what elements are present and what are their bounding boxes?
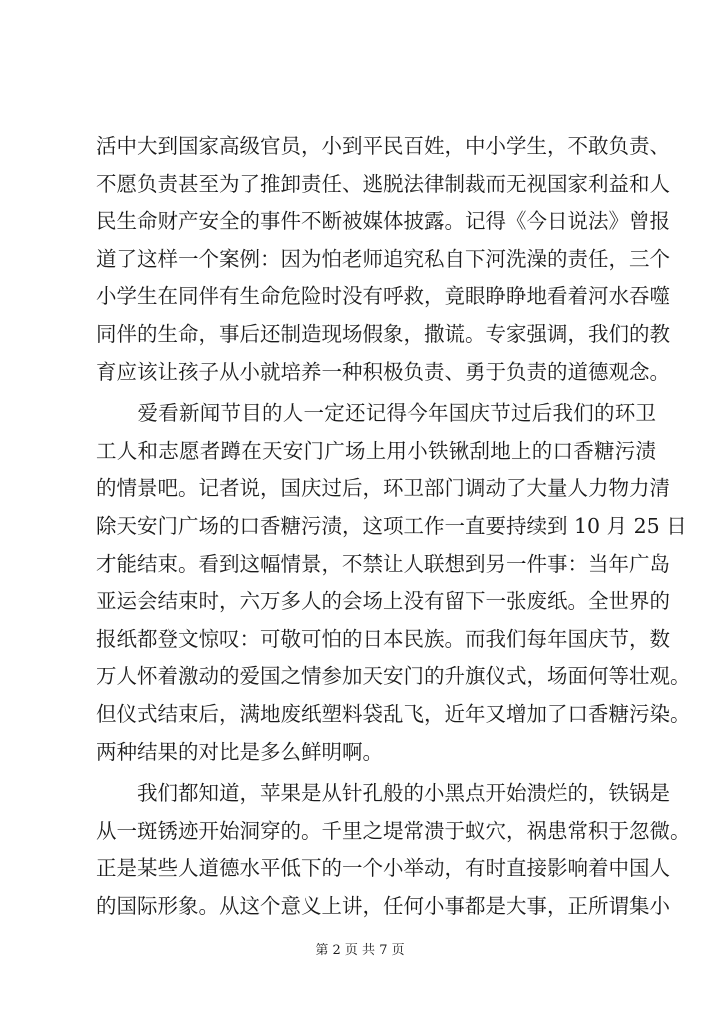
text-line: 民生命财产安全的事件不断被媒体披露。记得《今日说法》曾报 (96, 209, 670, 234)
body-text (96, 128, 691, 925)
text-line: 万人怀着激动的爱国之情参加天安门的升旗仪式，场面何等壮观。 (96, 664, 691, 689)
paragraph-2 (96, 395, 691, 771)
text-line: 才能结束。看到这幅情景，不禁让人联想到另一件事：当年广岛 (96, 551, 670, 576)
text-line: 但仪式结束后，满地废纸塑料袋乱飞，近年又增加了口香糖污染。 (96, 701, 691, 726)
text-line: 的情景吧。记者说，国庆过后，环卫部门调动了大量人力物力清 (96, 476, 670, 501)
page-number-label: 第 2 页 共 7 页 (315, 943, 405, 958)
text-line: 我们都知道，苹果是从针孔般的小黑点开始溃烂的，铁锅是 (96, 781, 670, 806)
text-line: 除天安门广场的口香糖污渍，这项工作一直要持续到 10 月 25 日 (96, 513, 687, 538)
text-line: 小学生在同伴有生命危险时没有呼救，竟眼睁睁地看着河水吞噬 (96, 284, 670, 309)
text-line: 道了这样一个案例：因为怕老师追究私自下河洗澡的责任，三个 (96, 246, 670, 271)
text-line: 活中大到国家高级官员，小到平民百姓，中小学生，不敢负责、 (96, 134, 670, 158)
text-line: 报纸都登文惊叹：可敬可怕的日本民族。而我们每年国庆节，数 (96, 626, 670, 651)
text-line: 育应该让孩子从小就培养一种积极负责、勇于负责的道德观念。 (96, 359, 670, 384)
paragraph-1 (96, 128, 670, 391)
page-footer (0, 939, 720, 958)
text-line: 从一斑锈迹开始洞穿的。千里之堤常溃于蚁穴，祸患常积于忽微。 (96, 818, 691, 843)
text-line: 亚运会结束时，六万多人的会场上没有留下一张废纸。全世界的 (96, 589, 670, 614)
text-line: 同伴的生命，事后还制造现场假象，撒谎。专家强调，我们的教 (96, 321, 670, 346)
text-line: 两种结果的对比是多么鲜明啊。 (96, 739, 383, 764)
text-line: 的国际形象。从这个意义上讲，任何小事都是大事，正所谓集小 (96, 893, 670, 918)
text-line: 不愿负责甚至为了推卸责任、逃脱法律制裁而无视国家利益和人 (96, 171, 670, 196)
text-line: 正是某些人道德水平低下的一个小举动，有时直接影响着中国人 (96, 856, 670, 881)
text-line: 工人和志愿者蹲在天安门广场上用小铁锹刮地上的口香糖污渍 (96, 438, 656, 463)
text-line: 爱看新闻节目的人一定还记得今年国庆节过后我们的环卫 (96, 401, 656, 426)
paragraph-3 (96, 775, 691, 925)
